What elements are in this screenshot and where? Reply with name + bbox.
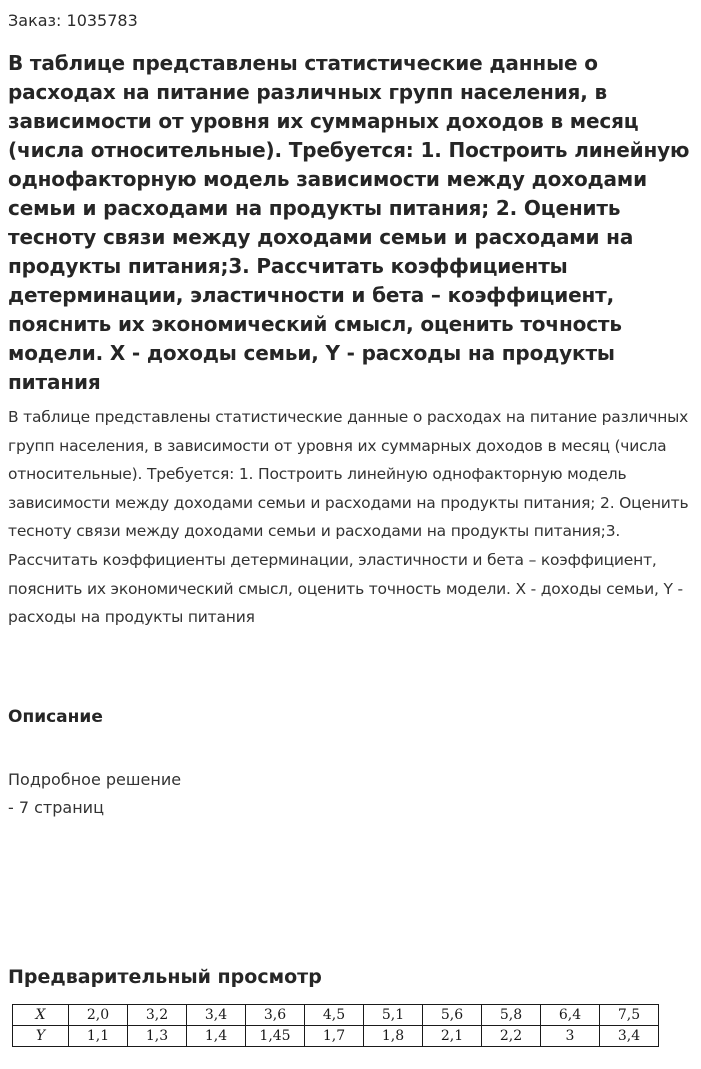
table-row-x xyxy=(13,1005,659,1026)
table-cell: 2,2 xyxy=(482,1026,541,1047)
preview-heading: Предварительный просмотр xyxy=(8,966,322,988)
table-cell: 5,1 xyxy=(364,1005,423,1026)
table-cell: 2,0 xyxy=(69,1005,128,1026)
table-cell: 1,1 xyxy=(69,1026,128,1047)
description-line-solution: Подробное решение xyxy=(8,770,182,789)
table-cell: 2,1 xyxy=(423,1026,482,1047)
problem-statement: В таблице представлены статистические данные о расходах на питание различных групп населения, в зависимости от уровня их суммарных доходов в месяц (числа относительные). Требуется: 1. Построить линейную однофакторную модель зависимости между доходами семьи и расходами на продукты питания; 2. Оценить тесноту связи между доходами семьи и расходами на продукты питания;3. Рассчитать коэффициенты детерминации, эластичности и бета – коэффициент, пояснить их экономический смысл, оценить точность модели. X - доходы семьи, Y - расходы на продукты питания xyxy=(8,408,689,627)
table-cell: 3,4 xyxy=(600,1026,659,1047)
table-cell: 3,4 xyxy=(187,1005,246,1026)
table-cell: 5,8 xyxy=(482,1005,541,1026)
table-cell: 1,45 xyxy=(246,1026,305,1047)
table-cell: 3 xyxy=(541,1026,600,1047)
page-title: В таблице представлены статистические данные о расходах на питание различных групп населения, в зависимости от уровня их суммарных доходов в месяц (числа относительные). Требуется: 1. Построить линейную однофакторную модель зависимости между доходами семьи и расходами на продукты питания; 2. Оценить тесноту связи между доходами семьи и расходами на продукты питания;3. Рассчитать коэффициенты детерминации, эластичности и бета – коэффициент, пояснить их экономический смысл, оценить точность модели. X - доходы семьи, Y - расходы на продукты питания xyxy=(8,51,690,394)
description-body xyxy=(8,766,181,822)
table-cell: 1,3 xyxy=(128,1026,187,1047)
table-cell: 6,4 xyxy=(541,1005,600,1026)
table-cell: 1,7 xyxy=(305,1026,364,1047)
table-cell: 3,6 xyxy=(246,1005,305,1026)
table-row-label: Y xyxy=(13,1026,69,1047)
order-id: Заказ: 1035783 xyxy=(8,11,138,30)
description-heading: Описание xyxy=(8,707,103,727)
table-cell: 3,2 xyxy=(128,1005,187,1026)
preview-data-table xyxy=(12,1004,659,1047)
table-row-y xyxy=(13,1026,659,1047)
table-cell: 4,5 xyxy=(305,1005,364,1026)
table-cell: 7,5 xyxy=(600,1005,659,1026)
table-cell: 1,4 xyxy=(187,1026,246,1047)
table-cell: 5,6 xyxy=(423,1005,482,1026)
description-line-pages: - 7 страниц xyxy=(8,798,104,817)
table-row-label: X xyxy=(13,1005,69,1026)
table-cell: 1,8 xyxy=(364,1026,423,1047)
